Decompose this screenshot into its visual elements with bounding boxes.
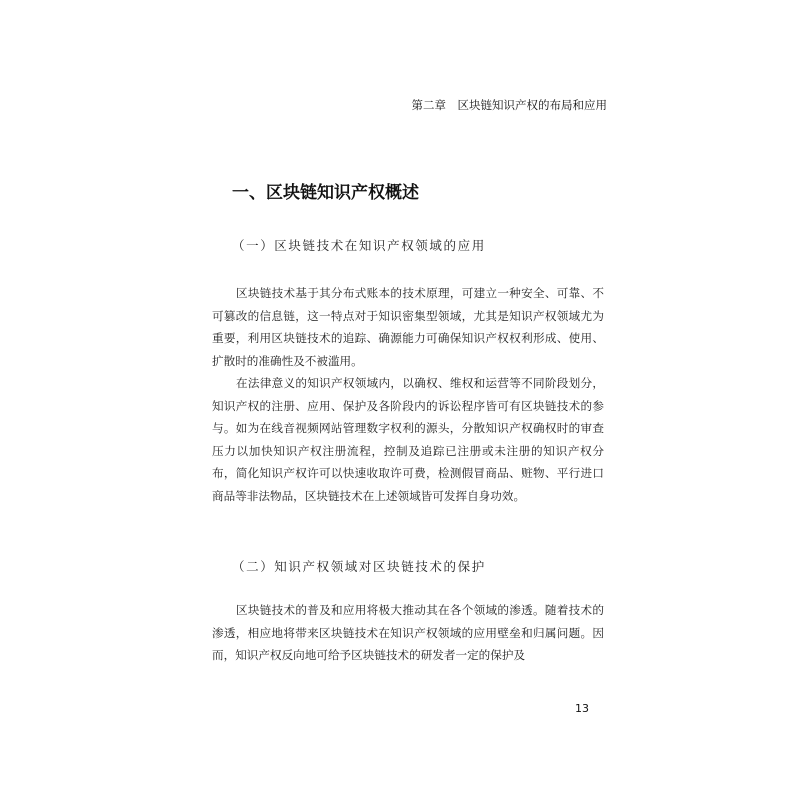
subsection-body (212, 282, 604, 507)
page-number: 13 (575, 702, 589, 715)
body-paragraph: 在法律意义的知识产权领域内，以确权、维权和运营等不同阶段划分，知识产权的注册、应用、保护及各阶段内的诉讼程序皆可有区块链技术的参与。如为在线音视频网站管理数字权利的源头，分散知识产权确权时的审查压力以加快知识产权注册流程，控制及追踪已注册或未注册的知识产权分布，简化知识产权许可以快速收取许可费，检测假冒商品、赃物、平行进口商品等非法物品，区块链技术在上述领域皆可发挥自身功效。 (212, 376, 604, 503)
subsection-heading: （一）区块链技术在知识产权领域的应用 (232, 238, 486, 253)
body-paragraph: 区块链技术的普及和应用将极大推动其在各个领域的渗透。随着技术的渗透，相应地将带来区块链技术在知识产权领域的应用壁垒和归属问题。因而，知识产权反向地可给予区块链技术的研发者一定的保护及 (212, 603, 604, 662)
body-paragraph: 区块链技术基于其分布式账本的技术原理，可建立一种安全、可靠、不可篡改的信息链，这一特点对于知识密集型领域，尤其是知识产权领域尤为重要，利用区块链技术的追踪、确源能力可确保知识产权权利形成、使用、扩散时的准确性及不被滥用。 (212, 286, 604, 368)
running-header: 第二章 区块链知识产权的布局和应用 (411, 98, 607, 112)
subsection-body (212, 599, 604, 667)
subsection-heading: （二）知识产权领域对区块链技术的保护 (232, 559, 486, 574)
section-title: 一、区块链知识产权概述 (232, 183, 419, 203)
